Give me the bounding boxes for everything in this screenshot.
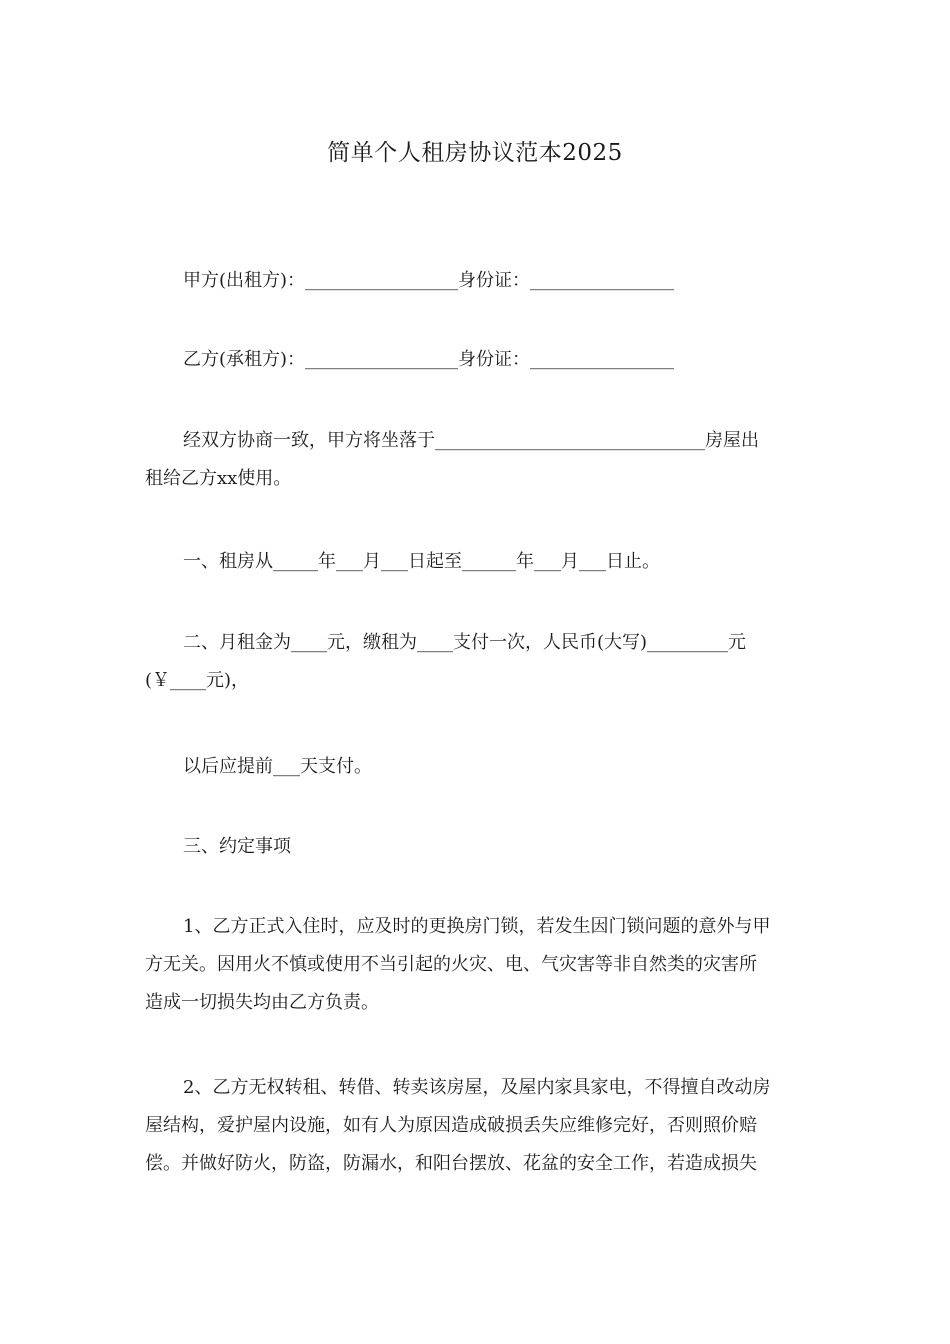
item-2-line-2: 屋结构，爱护屋内设施，如有人为原因造成破损丢失应维修完好，否则照价赔 (145, 1115, 757, 1136)
clause-1-rental-period: 一、租房从_____年___月___日起至______年___月___日止。 (183, 551, 660, 572)
item-1-line-3: 造成一切损失均由乙方负责。 (145, 992, 379, 1013)
item-2-line-1: 2、乙方无权转租、转借、转卖该房屋，及屋内家具家电，不得擅自改动房 (183, 1077, 771, 1098)
intro-line-2: 租给乙方xx使用。 (145, 468, 292, 489)
item-2-paragraph (145, 1069, 810, 1183)
clause-2-line-1: 二、月租金为____元，缴租为____支付一次，人民币(大写)_________元 (183, 632, 747, 653)
item-1-line-1: 1、乙方正式入住时，应及时的更换房门锁，若发生因门锁问题的意外与甲 (183, 916, 771, 937)
payment-advance-line: 以后应提前___天支付。 (183, 756, 372, 777)
party-b-line: 乙方(承租方)：_________________身份证：________________ (183, 349, 675, 370)
item-2-line-3: 偿。并做好防火，防盗，防漏水，和阳台摆放、花盆的安全工作，若造成损失 (145, 1153, 757, 1174)
clause-2-line-2: (￥____元)， (145, 670, 250, 691)
document-title: 简单个人租房协议范本2025 (327, 140, 623, 166)
clause-3-heading: 三、约定事项 (183, 836, 291, 857)
item-1-line-2: 方无关。因用火不慎或使用不当引起的火灾、电、气灾害等非自然类的灾害所 (145, 954, 757, 975)
clause-2-rent (145, 624, 810, 700)
intro-line-1: 经双方协商一致，甲方将坐落于______________________________房屋出 (183, 430, 759, 451)
party-a-line: 甲方(出租方)：_________________身份证：________________ (183, 270, 675, 291)
intro-paragraph (145, 422, 810, 498)
item-1-paragraph (145, 908, 810, 1022)
